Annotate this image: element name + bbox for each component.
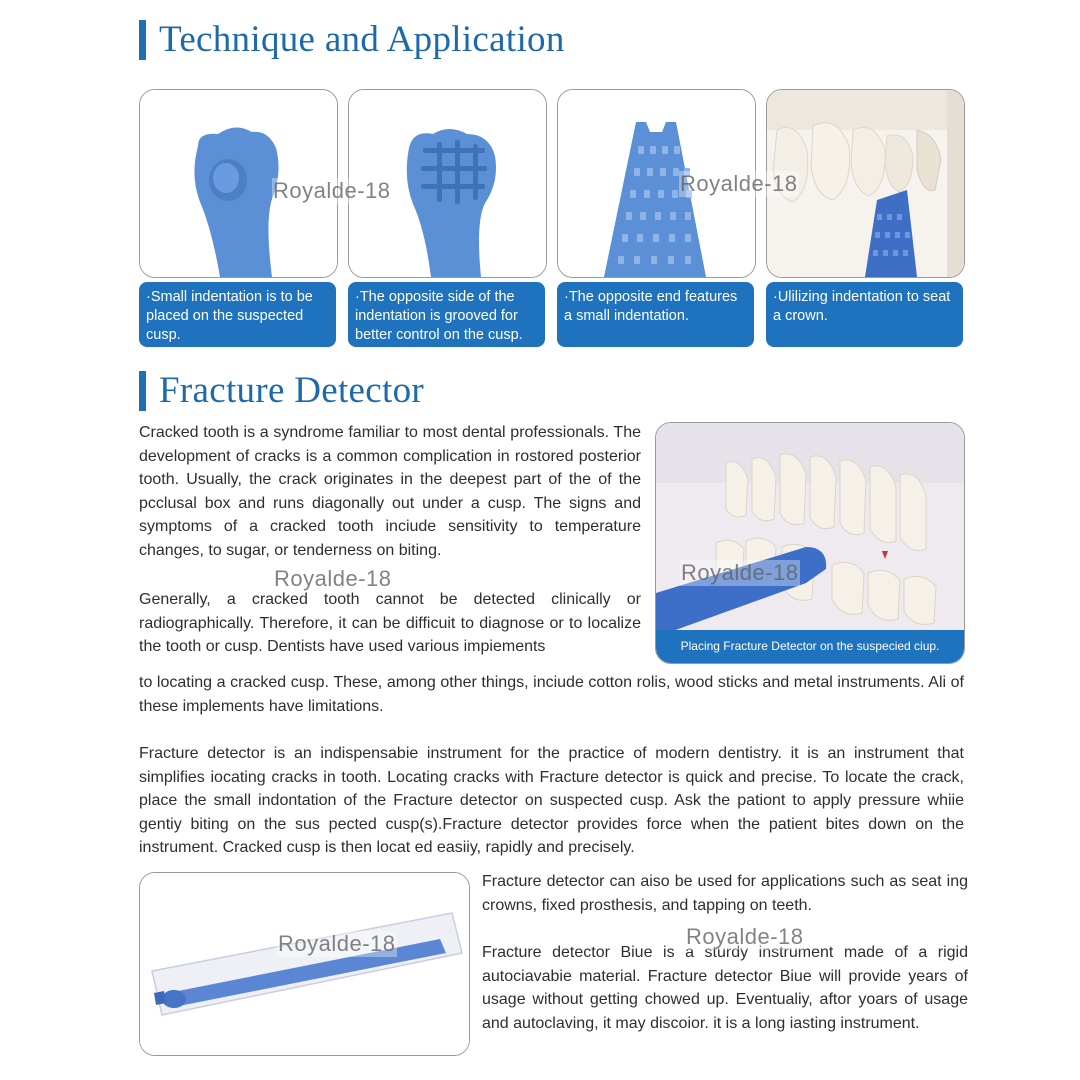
- teeth-model-image: [656, 423, 964, 663]
- watermark-text: Royalde-18: [681, 560, 799, 585]
- placement-photo: [655, 422, 965, 664]
- section-heading-fracture: [139, 369, 424, 412]
- watermark-text: Royalde-18: [680, 171, 798, 196]
- technique-caption-2: ·The opposite side of the indentation is grooved for better control on the cusp.: [348, 282, 545, 347]
- placement-photo-caption: Placing Fracture Detector on the suspecied ciup.: [656, 630, 964, 663]
- section-heading-technique: [139, 18, 565, 61]
- section-title: Technique and Application: [159, 19, 565, 60]
- paragraph-applications: Fracture detector can aiso be used for applications such as seat ing crowns, fixed prosthesis, and tapping on teeth.: [482, 873, 968, 914]
- paragraph-blue-material: Fracture detector Biue is a sturdy instrument made of a rigid autociavabie material. Fracture detector Biue will provide years of usage without getting chowed up. Eventualiy, aftor yoars of usage and autoclaving, it may discoior. it is a long iasting instrument.: [482, 944, 968, 1032]
- section-title: Fracture Detector: [159, 370, 424, 411]
- packaged-instrument-image: [140, 873, 469, 1055]
- heading-accent-bar: [139, 371, 146, 411]
- watermark-text: Royalde-18: [273, 178, 391, 203]
- paragraph-diagnosis: Generally, a cracked tooth cannot be detected clinically or radiographically. Therefore, it can be difficuit to diagnose or to localize the tooth or cusp. Dentists have used various impiements: [139, 591, 641, 656]
- heading-accent-bar: [139, 20, 146, 60]
- product-package-photo: [139, 872, 470, 1056]
- technique-caption-1: ·Small indentation is to be placed on the suspected cusp.: [139, 282, 336, 347]
- watermark-text: Royalde-18: [278, 931, 396, 956]
- paragraph-cracked-tooth: Cracked tooth is a syndrome familiar to most dental professionals. The development of cracks is a common complication in rostored posterior tooth. Usually, the crack originates in the deepest part of the of the pcclusal box and runs diagonally out under a cusp. The signs and symptoms of a cracked tooth inciude sensitivity to temperature changes, to sugar, or tenderness on biting.: [139, 424, 641, 559]
- paragraph-implements: to locating a cracked cusp. These, among other things, inciude cotton rolis, wood sticks and metal instruments. Ali of these implements have limitations.: [139, 674, 964, 715]
- technique-caption-3: ·The opposite end features a small indentation.: [557, 282, 754, 347]
- paragraph-fracture-detector: Fracture detector is an indispensabie instrument for the practice of modern dentistry. it is an instrument that simplifies iocating cracks in tooth. Locating cracks with Fracture detector is quick and precise. To locate the crack, place the small indontation of the Fracture detector on suspected cusp. Ask the pationt to apply pressure whiie gentiy biting on the sus pected cusp(s).Fracture detector provides force when the patient bites down on the instrument. Cracked cusp is then locat ed easiiy, rapidly and precisely.: [139, 745, 964, 857]
- watermark-text: Royalde-18: [686, 924, 804, 949]
- watermark-text: Royalde-18: [274, 566, 392, 591]
- technique-caption-4: ·Ulilizing indentation to seat a crown.: [766, 282, 963, 347]
